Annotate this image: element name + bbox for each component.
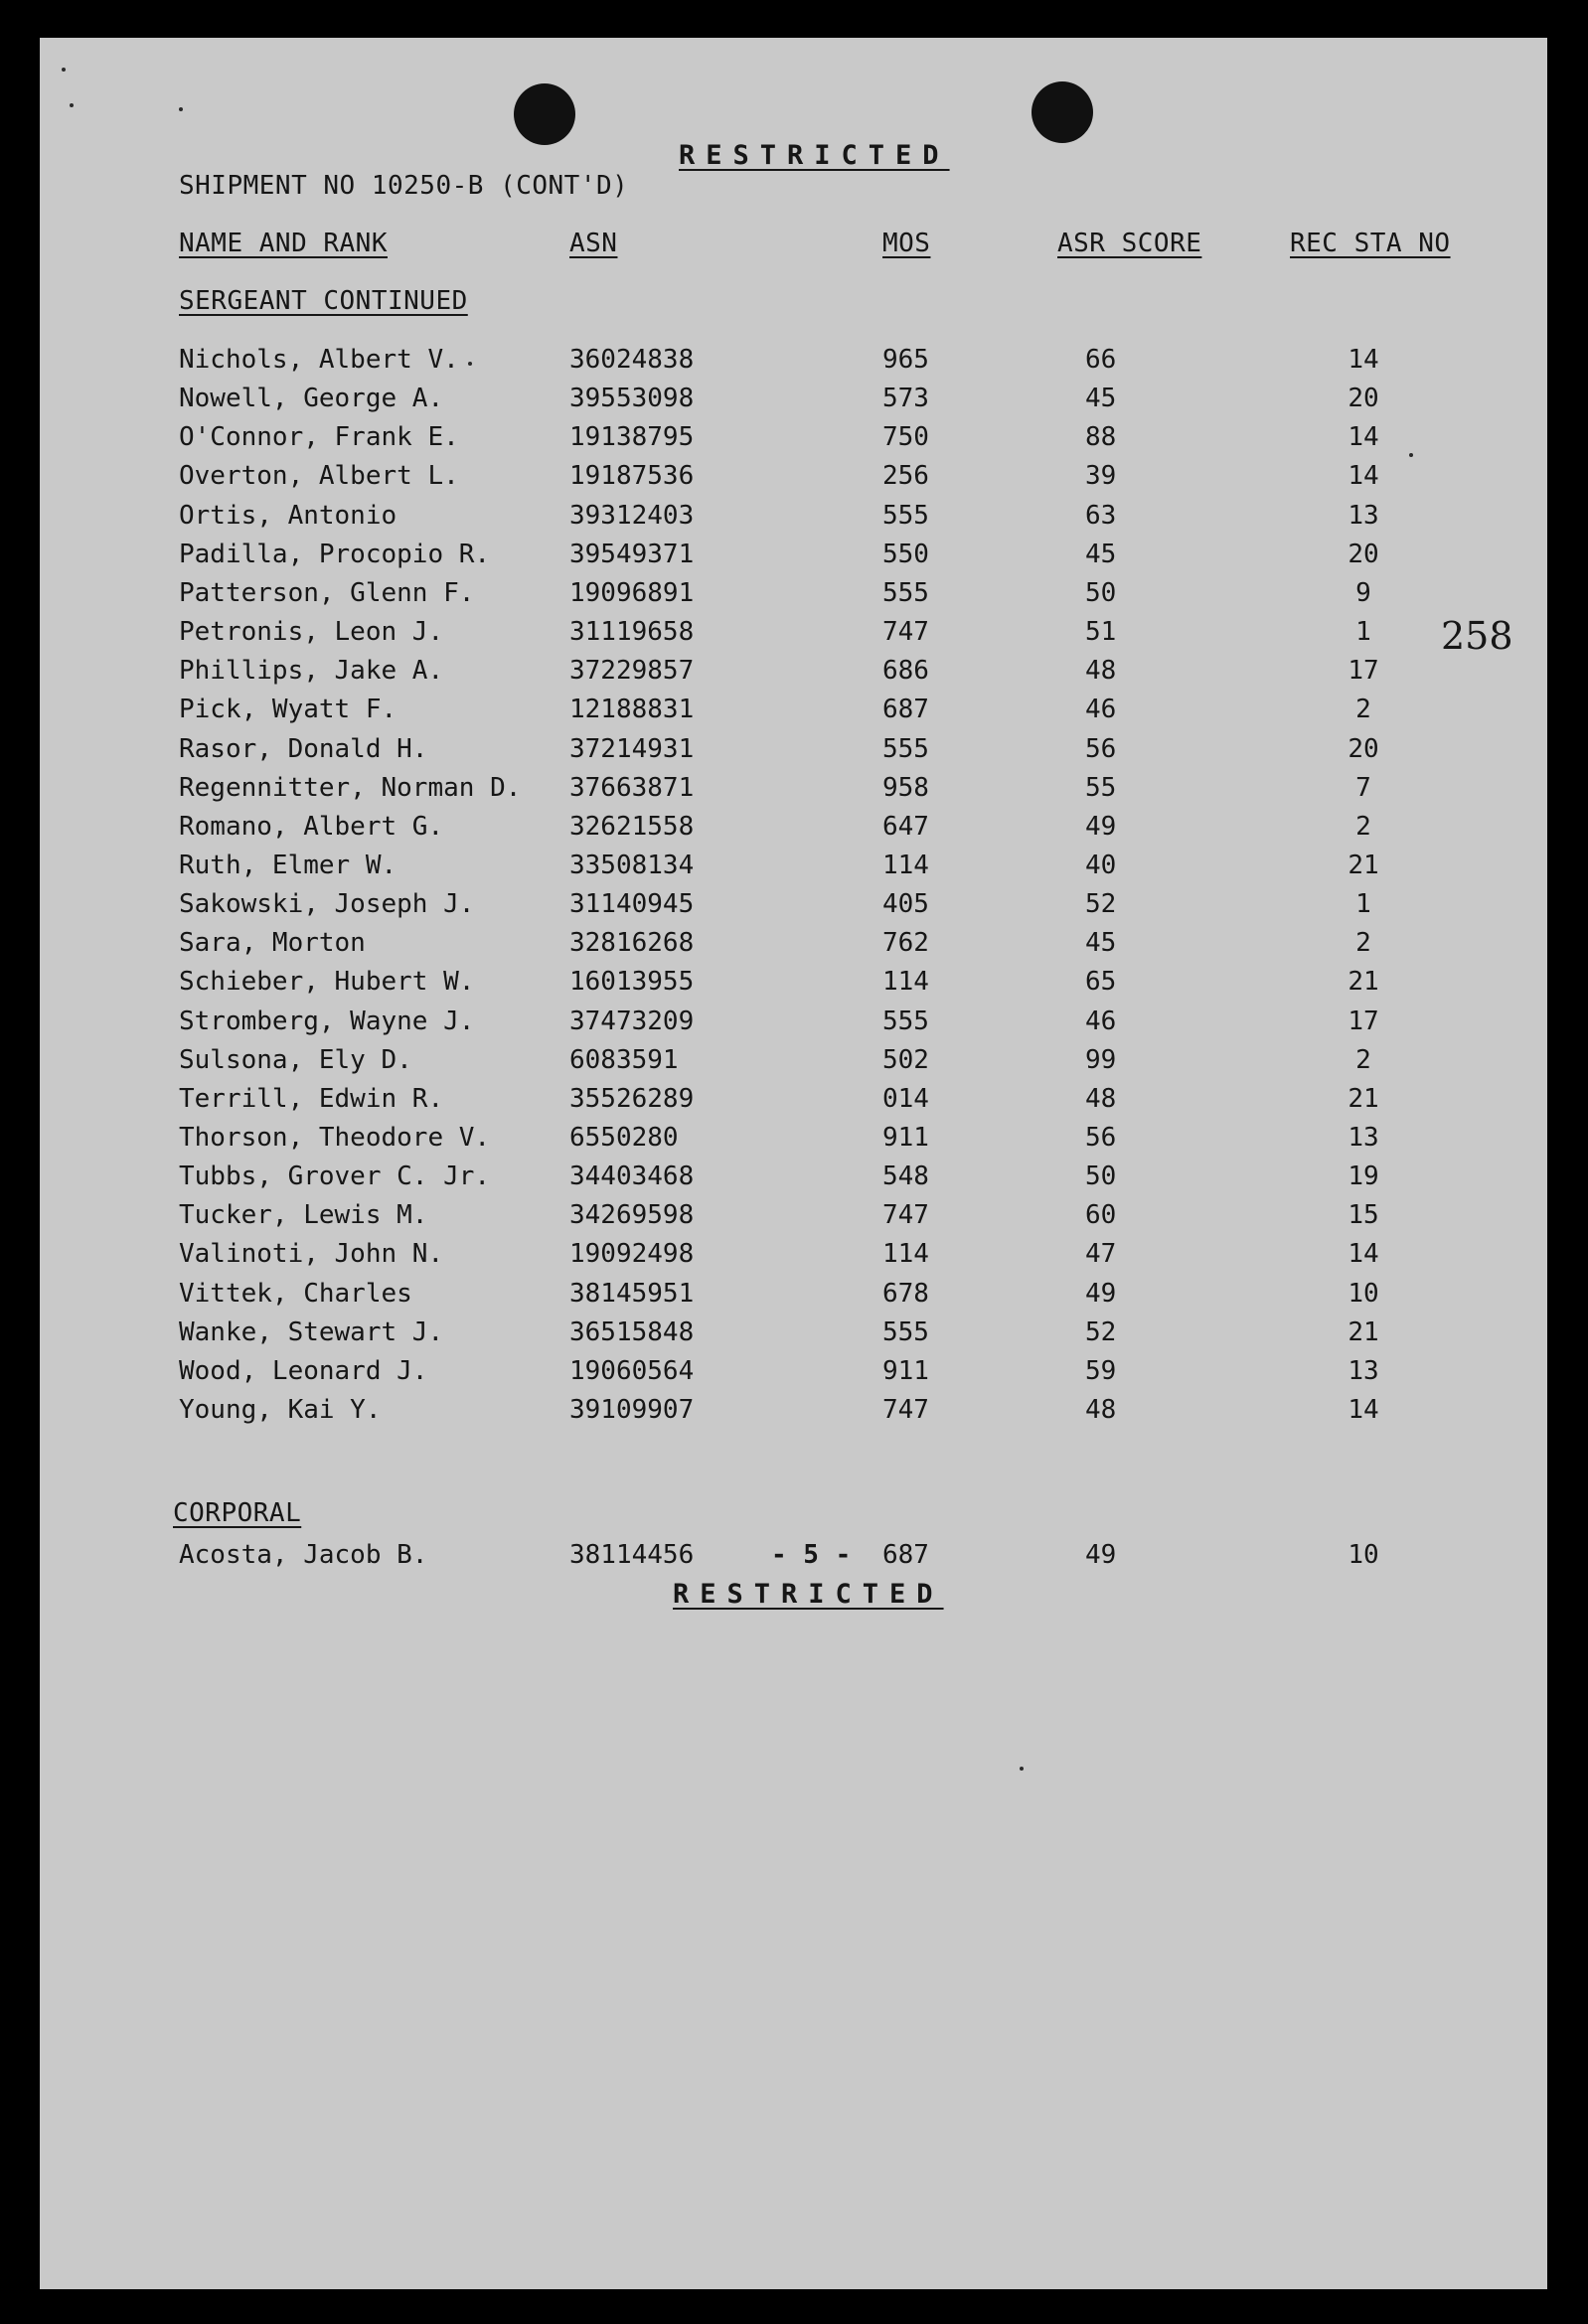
cell-name: Tucker, Lewis M. (179, 1200, 428, 1231)
cell-name: O'Connor, Frank E. (179, 422, 459, 453)
cell-mos: 747 (882, 1395, 929, 1426)
cell-asn: 34403468 (569, 1162, 695, 1192)
cell-rec-sta-no: 1 (1355, 889, 1371, 920)
cell-name: Sulsona, Ely D. (179, 1044, 412, 1075)
cell-asr-score: 50 (1085, 1162, 1117, 1192)
cell-rec-sta-no: 17 (1348, 656, 1379, 687)
table-row (40, 768, 1547, 808)
cell-asr-score: 51 (1085, 617, 1117, 648)
cell-mos: 747 (882, 1200, 929, 1231)
cell-asr-score: 46 (1085, 1006, 1117, 1036)
cell-name: Thorson, Theodore V. (179, 1123, 491, 1153)
cell-asr-score: 52 (1085, 889, 1117, 920)
header-name-rank: NAME AND RANK (179, 229, 388, 258)
cell-asn: 37473209 (569, 1006, 695, 1036)
cell-name: Pick, Wyatt F. (179, 695, 397, 725)
cell-mos: 762 (882, 928, 929, 959)
cell-name: Wanke, Stewart J. (179, 1317, 444, 1347)
cell-mos: 911 (882, 1355, 929, 1386)
cell-asn: 36024838 (569, 345, 695, 375)
header-asr-score: ASR SCORE (1057, 229, 1202, 258)
cell-asn: 38145951 (569, 1278, 695, 1309)
cell-mos: 114 (882, 967, 929, 998)
side-number: 258 (1441, 614, 1513, 658)
table-row (40, 923, 1547, 963)
cell-asn: 31140945 (569, 889, 695, 920)
cell-asr-score: 47 (1085, 1239, 1117, 1270)
cell-rec-sta-no: 21 (1348, 1317, 1379, 1347)
cell-asn: 19060564 (569, 1355, 695, 1386)
table-row (40, 1002, 1547, 1041)
document-page (40, 38, 1547, 2289)
header-mos: MOS (882, 229, 931, 258)
cell-asr-score: 39 (1085, 461, 1117, 492)
cell-asn: 32816268 (569, 928, 695, 959)
cell-asn: 16013955 (569, 967, 695, 998)
speck (179, 107, 183, 111)
table-row (40, 729, 1547, 769)
cell-asr-score: 45 (1085, 928, 1117, 959)
cell-asn: 31119658 (569, 617, 695, 648)
cell-asr-score: 66 (1085, 345, 1117, 375)
cell-mos: 747 (882, 617, 929, 648)
cell-name: Regennitter, Norman D. (179, 772, 522, 803)
cell-asn: 19187536 (569, 461, 695, 492)
cell-mos: 548 (882, 1162, 929, 1192)
cell-asn: 33508134 (569, 850, 695, 880)
cell-rec-sta-no: 15 (1348, 1200, 1379, 1231)
cell-rec-sta-no: 14 (1348, 1239, 1379, 1270)
table-row (40, 612, 1547, 652)
cell-mos: 573 (882, 384, 929, 414)
cell-mos: 114 (882, 1239, 929, 1270)
cell-asn: 37229857 (569, 656, 695, 687)
cell-asn: 19092498 (569, 1239, 695, 1270)
cell-asn: 39109907 (569, 1395, 695, 1426)
cell-mos: 014 (882, 1083, 929, 1114)
table-row (40, 1234, 1547, 1274)
cell-asr-score: 49 (1085, 1540, 1117, 1570)
cell-asr-score: 52 (1085, 1317, 1117, 1347)
cell-rec-sta-no: 14 (1348, 422, 1379, 453)
cell-mos: 678 (882, 1278, 929, 1309)
cell-asr-score: 56 (1085, 1123, 1117, 1153)
cell-name: Tubbs, Grover C. Jr. (179, 1162, 491, 1192)
cell-name: Nichols, Albert V. (179, 345, 459, 375)
cell-mos: 965 (882, 345, 929, 375)
cell-asn: 6083591 (569, 1044, 679, 1075)
cell-rec-sta-no: 7 (1355, 772, 1371, 803)
cell-rec-sta-no: 2 (1355, 1044, 1371, 1075)
cell-asr-score: 60 (1085, 1200, 1117, 1231)
table-row (40, 456, 1547, 496)
cell-name: Acosta, Jacob B. (179, 1540, 428, 1570)
punch-hole-right (1032, 81, 1093, 143)
cell-rec-sta-no: 21 (1348, 1083, 1379, 1114)
cell-rec-sta-no: 2 (1355, 695, 1371, 725)
cell-rec-sta-no: 9 (1355, 577, 1371, 608)
cell-name: Vittek, Charles (179, 1278, 412, 1309)
section-corporal: CORPORAL (173, 1498, 302, 1528)
cell-rec-sta-no: 20 (1348, 384, 1379, 414)
cell-rec-sta-no: 2 (1355, 811, 1371, 842)
table-row (40, 1390, 1547, 1430)
cell-name: Ruth, Elmer W. (179, 850, 397, 880)
cell-rec-sta-no: 1 (1355, 617, 1371, 648)
cell-mos: 502 (882, 1044, 929, 1075)
table-row (40, 1040, 1547, 1080)
speck (62, 68, 66, 72)
cell-name: Wood, Leonard J. (179, 1355, 428, 1386)
cell-mos: 555 (882, 1006, 929, 1036)
cell-rec-sta-no: 20 (1348, 733, 1379, 764)
cell-name: Young, Kai Y. (179, 1395, 382, 1426)
cell-mos: 911 (882, 1123, 929, 1153)
cell-rec-sta-no: 21 (1348, 967, 1379, 998)
cell-asr-score: 46 (1085, 695, 1117, 725)
table-row (40, 651, 1547, 691)
table-row (40, 1351, 1547, 1391)
cell-asn: 32621558 (569, 811, 695, 842)
shipment-number: SHIPMENT NO 10250-B (CONT'D) (179, 171, 629, 201)
cell-asr-score: 49 (1085, 811, 1117, 842)
cell-name: Overton, Albert L. (179, 461, 459, 492)
table-row (40, 340, 1547, 380)
cell-asr-score: 45 (1085, 384, 1117, 414)
cell-mos: 555 (882, 500, 929, 531)
cell-mos: 687 (882, 695, 929, 725)
cell-name: Terrill, Edwin R. (179, 1083, 444, 1114)
table-row (40, 846, 1547, 885)
cell-asr-score: 48 (1085, 656, 1117, 687)
cell-mos: 958 (882, 772, 929, 803)
cell-name: Romano, Albert G. (179, 811, 444, 842)
classification-bottom: RESTRICTED (673, 1579, 944, 1610)
cell-name: Schieber, Hubert W. (179, 967, 475, 998)
cell-rec-sta-no: 17 (1348, 1006, 1379, 1036)
table-row (40, 884, 1547, 924)
table-row (40, 1079, 1547, 1119)
cell-rec-sta-no: 13 (1348, 1355, 1379, 1386)
table-row (40, 807, 1547, 847)
cell-rec-sta-no: 10 (1348, 1278, 1379, 1309)
cell-name: Nowell, George A. (179, 384, 444, 414)
cell-name: Petronis, Leon J. (179, 617, 444, 648)
table-row (40, 496, 1547, 536)
cell-rec-sta-no: 2 (1355, 928, 1371, 959)
cell-mos: 114 (882, 850, 929, 880)
cell-rec-sta-no: 13 (1348, 1123, 1379, 1153)
cell-asn: 39549371 (569, 539, 695, 569)
cell-mos: 555 (882, 577, 929, 608)
cell-asr-score: 63 (1085, 500, 1117, 531)
cell-rec-sta-no: 20 (1348, 539, 1379, 569)
punch-hole-left (514, 83, 575, 145)
cell-asr-score: 88 (1085, 422, 1117, 453)
cell-asr-score: 59 (1085, 1355, 1117, 1386)
table-row (40, 379, 1547, 418)
table-row (40, 1274, 1547, 1314)
speck (1020, 1767, 1024, 1771)
table-row (40, 1157, 1547, 1196)
table-row (40, 417, 1547, 457)
cell-asn: 35526289 (569, 1083, 695, 1114)
cell-mos: 555 (882, 1317, 929, 1347)
cell-name: Phillips, Jake A. (179, 656, 444, 687)
cell-name: Sara, Morton (179, 928, 366, 959)
cell-rec-sta-no: 19 (1348, 1162, 1379, 1192)
cell-asr-score: 48 (1085, 1395, 1117, 1426)
speck (70, 103, 74, 107)
table-row (40, 690, 1547, 729)
cell-asr-score: 65 (1085, 967, 1117, 998)
table-row (40, 573, 1547, 613)
section-sergeant: SERGEANT CONTINUED (179, 286, 468, 316)
cell-asn: 39312403 (569, 500, 695, 531)
cell-asn: 37663871 (569, 772, 695, 803)
cell-asn: 36515848 (569, 1317, 695, 1347)
cell-mos: 647 (882, 811, 929, 842)
cell-rec-sta-no: 21 (1348, 850, 1379, 880)
cell-rec-sta-no: 10 (1348, 1540, 1379, 1570)
cell-mos: 687 (882, 1540, 929, 1570)
cell-mos: 405 (882, 889, 929, 920)
cell-mos: 550 (882, 539, 929, 569)
header-rec-sta-no: REC STA NO (1290, 229, 1451, 258)
cell-rec-sta-no: 14 (1348, 461, 1379, 492)
classification-top: RESTRICTED (679, 140, 950, 171)
cell-asn: 19138795 (569, 422, 695, 453)
table-row (40, 535, 1547, 574)
cell-asr-score: 99 (1085, 1044, 1117, 1075)
cell-asr-score: 45 (1085, 539, 1117, 569)
cell-asr-score: 50 (1085, 577, 1117, 608)
cell-name: Ortis, Antonio (179, 500, 397, 531)
table-row (40, 1195, 1547, 1235)
cell-asn: 19096891 (569, 577, 695, 608)
cell-name: Padilla, Procopio R. (179, 539, 491, 569)
cell-mos: 686 (882, 656, 929, 687)
cell-rec-sta-no: 14 (1348, 1395, 1379, 1426)
cell-asr-score: 55 (1085, 772, 1117, 803)
cell-asn: 6550280 (569, 1123, 679, 1153)
header-asn: ASN (569, 229, 618, 258)
table-row (40, 962, 1547, 1002)
cell-name: Patterson, Glenn F. (179, 577, 475, 608)
cell-name: Sakowski, Joseph J. (179, 889, 475, 920)
cell-mos: 256 (882, 461, 929, 492)
cell-asr-score: 48 (1085, 1083, 1117, 1114)
cell-name: Valinoti, John N. (179, 1239, 444, 1270)
cell-name: Rasor, Donald H. (179, 733, 428, 764)
cell-asr-score: 49 (1085, 1278, 1117, 1309)
page-number: - 5 - (771, 1540, 852, 1570)
table-row (40, 1313, 1547, 1352)
cell-asn: 12188831 (569, 695, 695, 725)
table-row (40, 1118, 1547, 1158)
cell-asn: 38114456 (569, 1540, 695, 1570)
cell-mos: 750 (882, 422, 929, 453)
cell-asr-score: 56 (1085, 733, 1117, 764)
cell-asn: 34269598 (569, 1200, 695, 1231)
cell-name: Stromberg, Wayne J. (179, 1006, 475, 1036)
cell-mos: 555 (882, 733, 929, 764)
cell-rec-sta-no: 14 (1348, 345, 1379, 375)
cell-rec-sta-no: 13 (1348, 500, 1379, 531)
cell-asn: 37214931 (569, 733, 695, 764)
cell-asr-score: 40 (1085, 850, 1117, 880)
cell-asn: 39553098 (569, 384, 695, 414)
